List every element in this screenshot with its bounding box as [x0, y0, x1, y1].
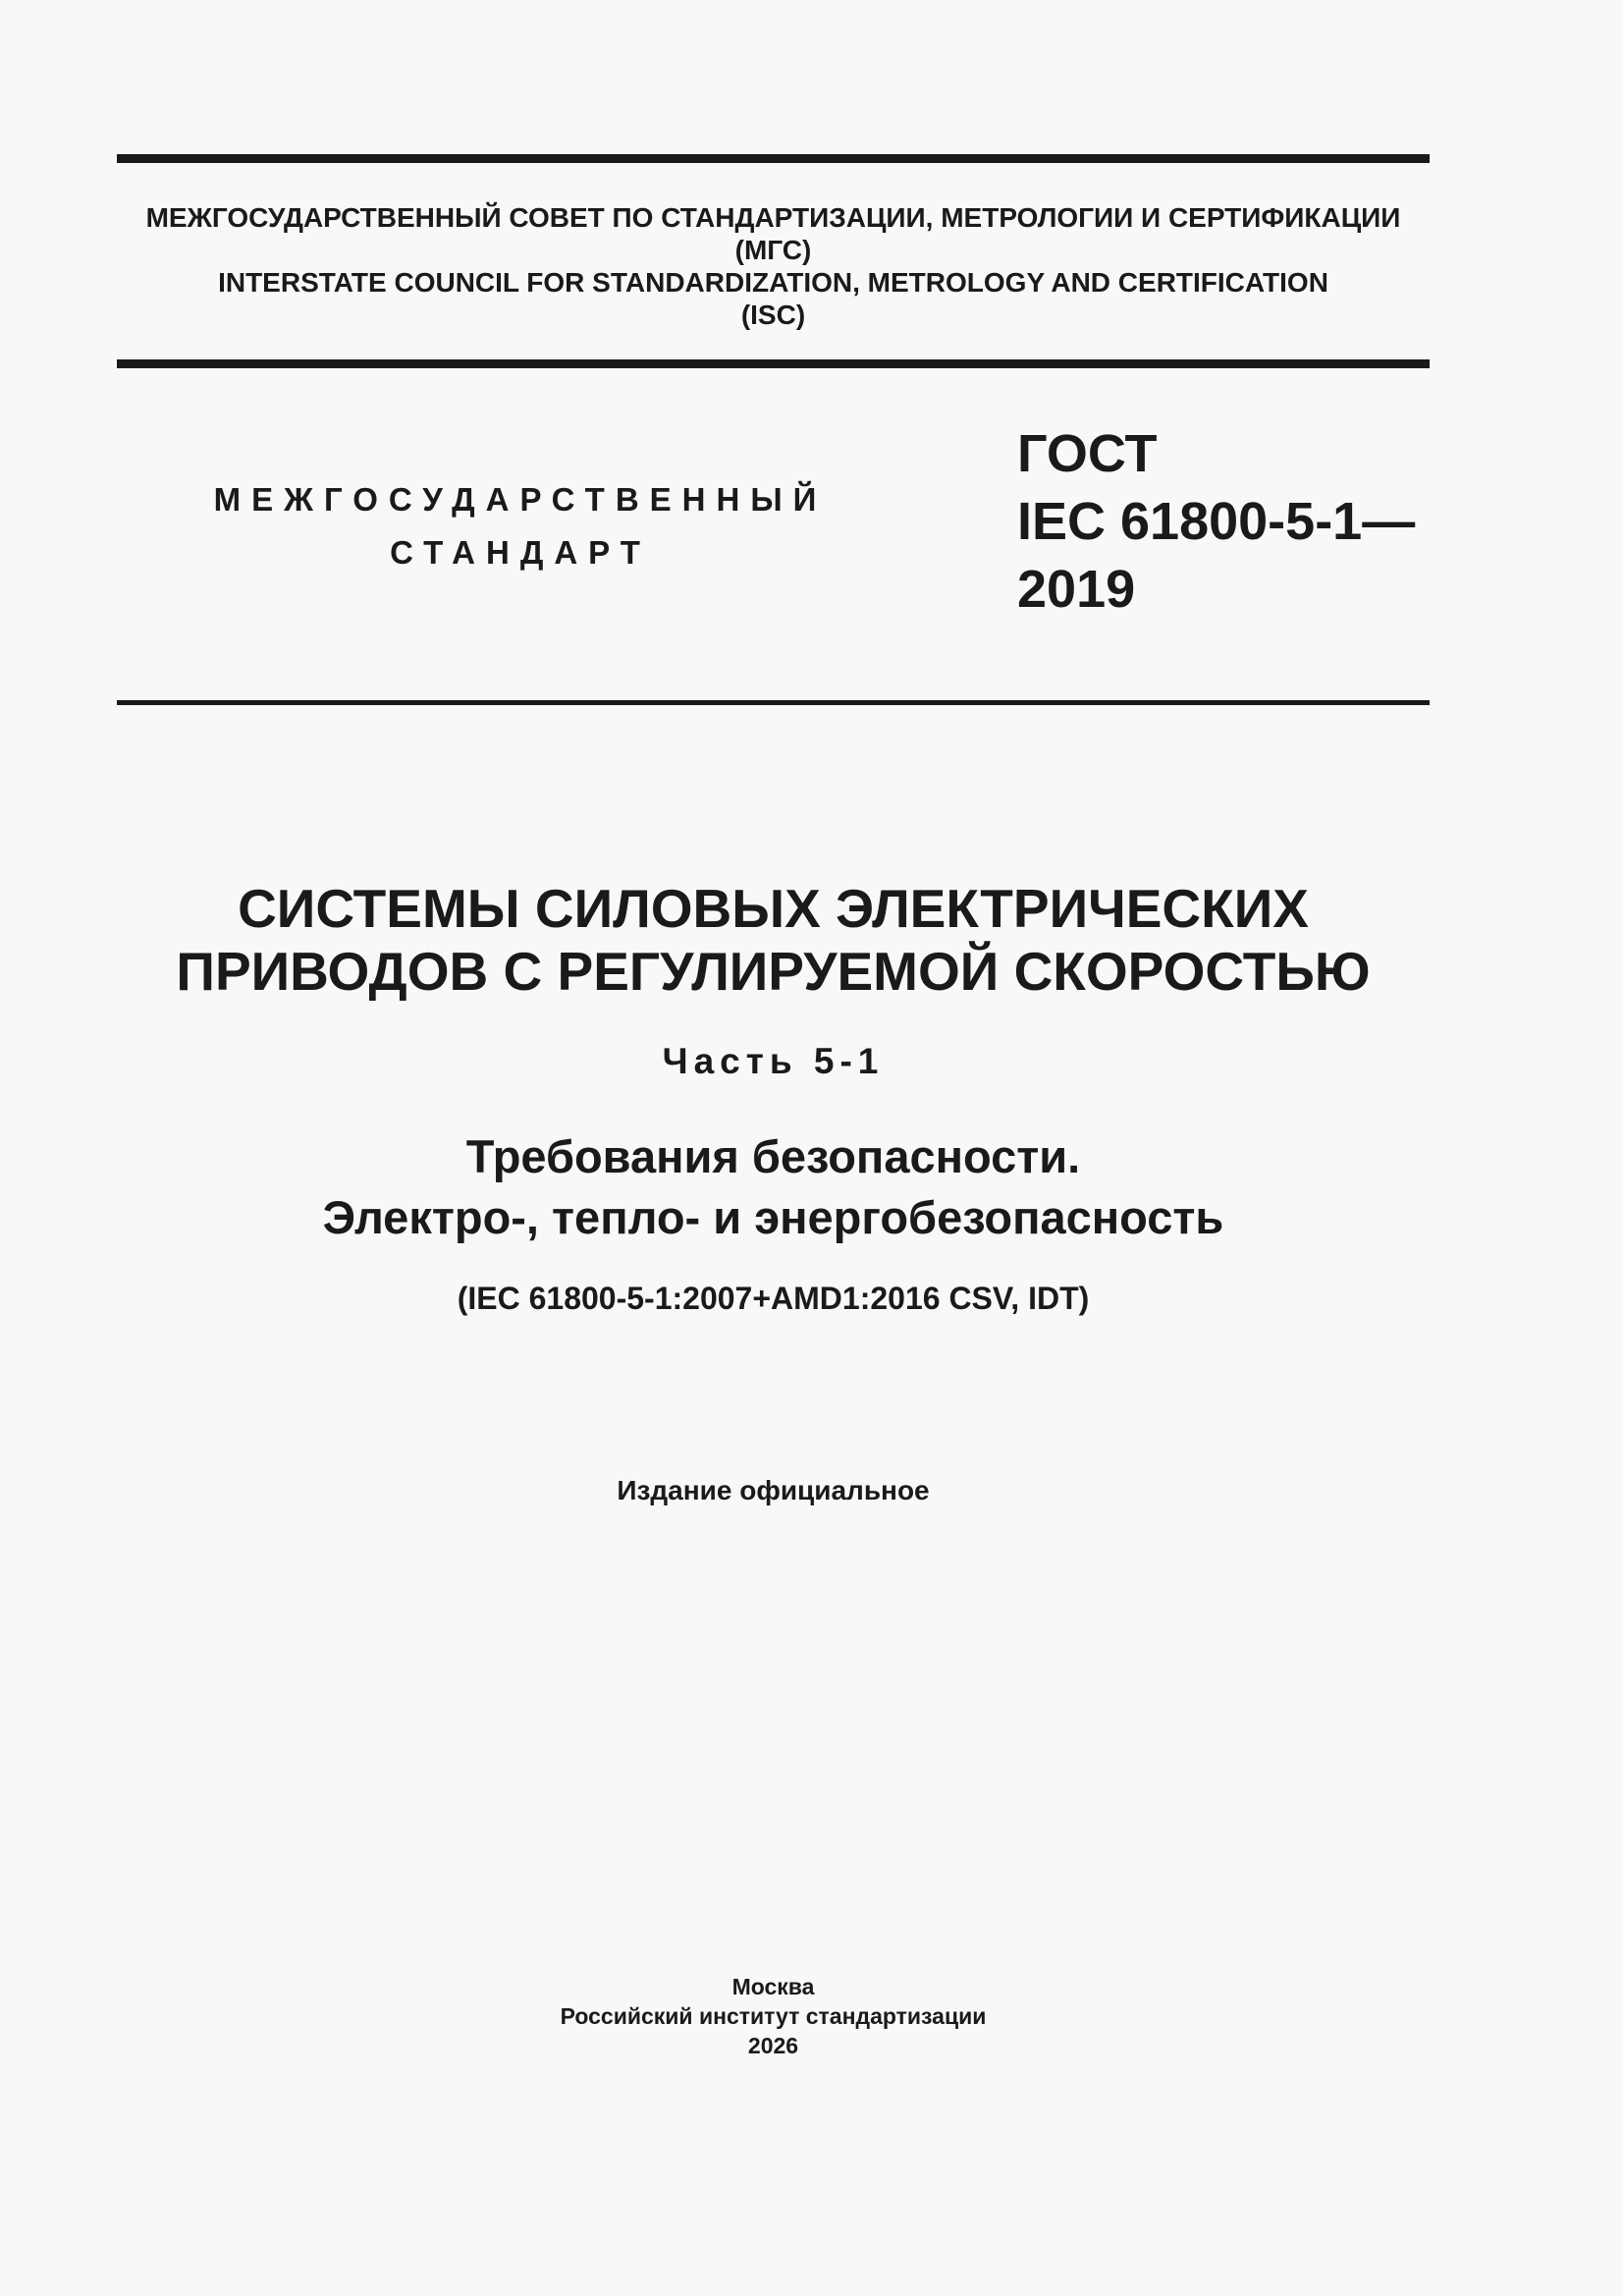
subtitle-line1: Требования безопасности. [465, 1130, 1081, 1182]
imprint-year: 2026 [747, 2033, 799, 2058]
imprint-publisher: Российский институт стандартизации [560, 2003, 987, 2029]
top-divider [117, 154, 1430, 163]
iec-reference: (IEC 61800-5-1:2007+AMD1:2016 CSV, IDT) [457, 1281, 1090, 1316]
subtitle-line2: Электро-, тепло- и энергобезопасность [322, 1191, 1224, 1243]
document-title [117, 877, 1430, 1003]
title-line2: ПРИВОДОВ С РЕГУЛИРУЕМОЙ СКОРОСТЬЮ [176, 941, 1371, 1002]
council-abbr-en: (ISC) [740, 300, 806, 330]
imprint [117, 1972, 1430, 2060]
designation-divider [117, 700, 1430, 705]
title-line1: СИСТЕМЫ СИЛОВЫХ ЭЛЕКТРИЧЕСКИХ [238, 878, 1309, 939]
council-name-ru: МЕЖГОСУДАРСТВЕННЫЙ СОВЕТ ПО СТАНДАРТИЗАЦИИ, МЕТРОЛОГИИ И СЕРТИФИКАЦИИ [145, 202, 1401, 233]
document-subtitle [117, 1126, 1430, 1248]
edition-label: Издание официальное [617, 1475, 930, 1505]
standard-kind-line2: СТАНДАРТ [390, 534, 651, 571]
standard-designation [1017, 420, 1415, 624]
designation-line3: 2019 [1017, 560, 1136, 619]
designation-line2: IEC 61800-5-1— [1017, 492, 1416, 551]
imprint-city: Москва [731, 1974, 815, 1999]
council-divider [117, 359, 1430, 368]
council-header [117, 201, 1430, 331]
standard-kind [167, 473, 874, 579]
council-abbr-ru: (МГС) [734, 235, 812, 265]
part-label: Часть 5-1 [662, 1041, 885, 1081]
council-name-en: INTERSTATE COUNCIL FOR STANDARDIZATION, METROLOGY AND CERTIFICATION [218, 267, 1328, 298]
standard-kind-line1: МЕЖГОСУДАРСТВЕННЫЙ [213, 481, 828, 518]
designation-line1: ГОСТ [1017, 424, 1158, 483]
